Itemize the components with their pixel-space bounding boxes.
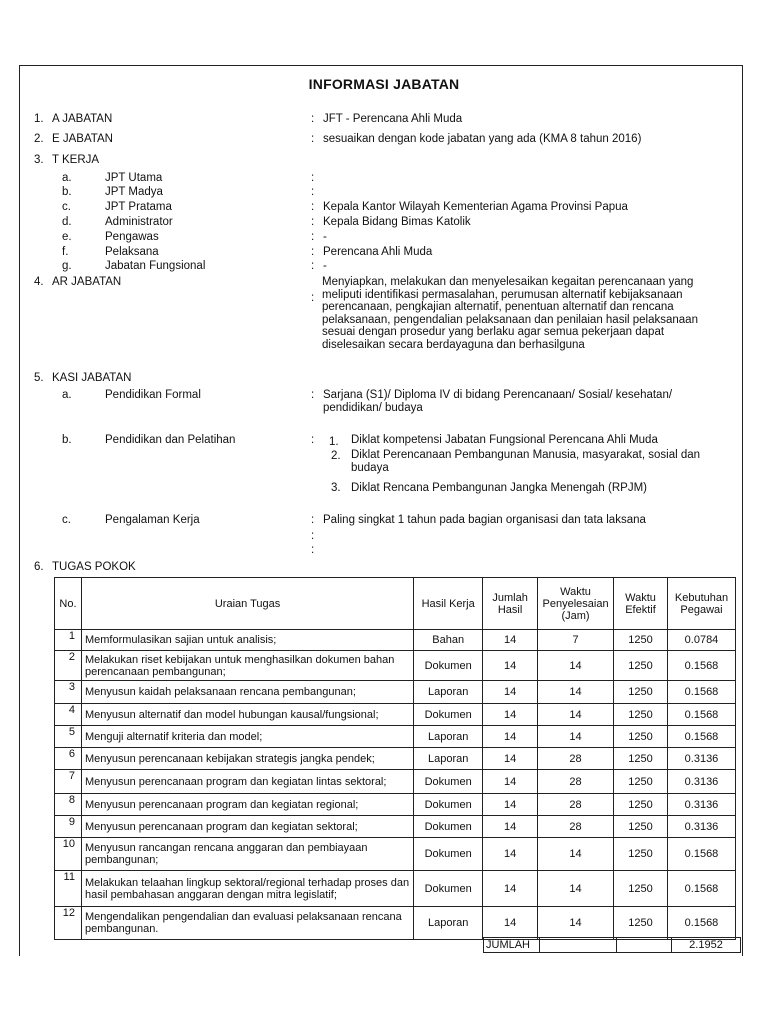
unit-item-colon: : [311,246,315,258]
summary-line: meliputi identifikasi permasalahan, perumusan alternatif kebijaksanaan [322,288,683,301]
cell-hasil: Dokumen [414,770,483,794]
qual-c-extra-colon: : [311,544,315,556]
training-number: 1. [329,436,339,448]
cell-no: 11 [55,871,82,907]
qual-a-line: Sarjana (S1)/ Diploma IV di bidang Perencanaan/ Sosial/ kesehatan/ [323,389,673,401]
cell-uraian: Menyusun perencanaan program dan kegiatan lintas sektoral; [81,770,413,794]
unit-item-label: Pelaksana [105,246,159,258]
cell-efektif: 1250 [614,838,668,871]
cell-efektif: 1250 [614,651,668,681]
qual-a-value [323,389,672,415]
table-row [55,838,736,871]
cell-hasil: Dokumen [414,794,483,816]
cell-no: 2 [55,651,82,681]
cell-no: 9 [55,816,82,838]
table-row [55,816,736,838]
qual-a-letter: a. [62,389,72,401]
table-row [55,794,736,816]
cell-efektif: 1250 [614,907,668,940]
header-hasil: Hasil Kerja [414,578,483,630]
task-table [54,577,736,940]
page-title: INFORMASI JABATAN [308,76,460,92]
table-row [55,907,736,940]
unit-item-value: Perencana Ahli Muda [323,246,433,258]
training-text [351,449,700,475]
cell-waktu: 14 [538,726,614,748]
unit-item-colon: : [311,172,315,184]
cell-jumlah: 14 [483,871,538,907]
cell-uraian: Menyusun kaidah pelaksanaan rencana pembangunan; [81,681,413,704]
unit-item-letter: a. [62,172,72,184]
qual-a-colon: : [311,389,315,401]
table-row [55,748,736,770]
cell-uraian: Menyusun perencanaan program dan kegiatan regional; [81,794,413,816]
unit-item-letter: f. [62,246,69,258]
unit-item-colon: : [311,186,315,198]
cell-efektif: 1250 [614,816,668,838]
cell-uraian: Menguji alternatif kriteria dan model; [81,726,413,748]
qual-c-letter: c. [62,514,71,526]
unit-item-letter: b. [62,186,72,198]
section-1-value: JFT - Perencana Ahli Muda [323,113,463,125]
qual-a-label: Pendidikan Formal [105,389,201,401]
qual-a-line: pendidikan/ budaya [323,402,423,414]
cell-hasil: Bahan [414,630,483,651]
cell-kebutuhan: 0.1568 [667,681,735,704]
section-4-label: AR JABATAN [52,276,122,288]
cell-hasil: Laporan [414,726,483,748]
header-jumlah: Jumlah Hasil [483,578,538,630]
summary-line: pelaksanaan, pengendalian pelaksanaan dan penilaian hasil pelaksanaan [322,313,698,326]
cell-jumlah: 14 [483,907,538,940]
cell-hasil: Dokumen [414,838,483,871]
training-number: 2. [331,450,341,462]
cell-kebutuhan: 0.3136 [667,748,735,770]
unit-item-colon: : [311,260,315,272]
cell-hasil: Laporan [414,748,483,770]
cell-waktu: 14 [538,838,614,871]
qual-c-label: Pengalaman Kerja [105,514,200,526]
summary-line: diselesaikan secara berdayaguna dan berhasilguna [322,338,585,351]
cell-uraian: Memformulasikan sajian untuk analisis; [81,630,413,651]
unit-item-colon: : [311,216,315,228]
training-line: budaya [351,462,389,474]
cell-efektif: 1250 [614,630,668,651]
table-row [55,630,736,651]
cell-kebutuhan: 0.1568 [667,871,735,907]
cell-no: 12 [55,907,82,940]
training-number: 3. [331,482,341,494]
cell-kebutuhan: 0.3136 [667,770,735,794]
table-row [55,704,736,726]
cell-jumlah: 14 [483,630,538,651]
unit-item-label: JPT Utama [105,172,163,184]
qual-c-extra-colon: : [311,530,315,542]
cell-uraian: Menyusun rancangan rencana anggaran dan pembiayaan pembangunan; [81,838,413,871]
table-row [55,681,736,704]
cell-waktu: 14 [538,681,614,704]
cell-jumlah: 14 [483,838,538,871]
section-2-number: 2. [34,133,44,145]
unit-item-label: Pengawas [105,231,159,243]
cell-waktu: 14 [538,704,614,726]
cell-efektif: 1250 [614,748,668,770]
cell-hasil: Dokumen [414,651,483,681]
section-3-label: T KERJA [52,154,100,166]
cell-waktu: 28 [538,770,614,794]
section-1-number: 1. [34,113,44,125]
cell-jumlah: 14 [483,681,538,704]
header-efektif: Waktu Efektif [614,578,668,630]
section-5-label: KASI JABATAN [52,372,132,384]
training-text: Diklat Rencana Pembangunan Jangka Menengah (RPJM) [351,482,647,494]
cell-waktu: 28 [538,816,614,838]
table-header-row [55,578,736,630]
cell-hasil: Dokumen [414,816,483,838]
cell-jumlah: 14 [483,704,538,726]
section-4-summary [322,276,698,352]
unit-item-value: Kepala Bidang Bimas Katolik [323,216,471,228]
cell-kebutuhan: 0.3136 [667,816,735,838]
summary-line: sesuai dengan prosedur yang berlaku agar semua pekerjaan dapat [322,326,665,339]
unit-item-colon: : [311,201,315,213]
cell-kebutuhan: 0.1568 [667,651,735,681]
cell-efektif: 1250 [614,704,668,726]
cell-uraian: Melakukan telaahan lingkup sektoral/regional terhadap proses dan hasil pembahasan anggaran dengan mitra legislatif; [81,871,413,907]
cell-waktu: 14 [538,651,614,681]
qual-c-value: Paling singkat 1 tahun pada bagian organisasi dan tata laksana [323,514,646,526]
table-row [55,770,736,794]
cell-jumlah: 14 [483,726,538,748]
cell-no: 10 [55,838,82,871]
unit-item-value: - [323,260,327,272]
cell-hasil: Dokumen [414,704,483,726]
cell-no: 3 [55,681,82,704]
section-3-number: 3. [34,154,44,166]
table-row [55,726,736,748]
unit-item-letter: c. [62,201,71,213]
unit-item-value: - [323,231,327,243]
cell-waktu: 7 [538,630,614,651]
section-2-label: E JABATAN [52,133,113,145]
unit-item-colon: : [311,231,315,243]
training-text: Diklat kompetensi Jabatan Fungsional Perencana Ahli Muda [351,434,658,446]
unit-item-label: Jabatan Fungsional [105,260,206,272]
unit-item-label: JPT Madya [105,186,163,198]
cell-waktu: 14 [538,871,614,907]
cell-efektif: 1250 [614,726,668,748]
unit-item-label: Administrator [105,216,173,228]
cell-jumlah: 14 [483,651,538,681]
cell-jumlah: 14 [483,816,538,838]
cell-jumlah: 14 [483,794,538,816]
summary-line: perencanaan, pengkajian alternatif, penentuan alternatif dan rencana [322,301,674,314]
cell-waktu: 14 [538,907,614,940]
section-6-label: TUGAS POKOK [52,561,136,573]
cell-jumlah: 14 [483,748,538,770]
section-6-number: 6. [34,561,44,573]
qual-b-letter: b. [62,434,72,446]
unit-item-letter: e. [62,231,72,243]
cell-efektif: 1250 [614,681,668,704]
total-label: JUMLAH [484,938,540,953]
cell-kebutuhan: 0.0784 [667,630,735,651]
total-empty-2 [617,938,672,953]
unit-item-label: JPT Pratama [105,201,172,213]
cell-efektif: 1250 [614,871,668,907]
cell-uraian: Mengendalikan pengendalian dan evaluasi pelaksanaan rencana pembangunan. [81,907,413,940]
task-table-body [55,630,736,940]
section-1-label: A JABATAN [52,113,113,125]
cell-jumlah: 14 [483,770,538,794]
unit-item-value: Kepala Kantor Wilayah Kementerian Agama Provinsi Papua [323,201,628,213]
summary-line: Menyiapkan, melakukan dan menyelesaikan kegaitan perencanaan yang [322,276,694,288]
cell-efektif: 1250 [614,794,668,816]
cell-kebutuhan: 0.1568 [667,838,735,871]
cell-hasil: Dokumen [414,871,483,907]
cell-waktu: 28 [538,748,614,770]
cell-hasil: Laporan [414,907,483,940]
header-kebutuhan: Kebutuhan Pegawai [667,578,735,630]
cell-no: 5 [55,726,82,748]
total-empty-1 [540,938,617,953]
cell-kebutuhan: 0.1568 [667,726,735,748]
section-2-value: sesuaikan dengan kode jabatan yang ada (KMA 8 tahun 2016) [323,133,642,145]
unit-item-letter: d. [62,216,72,228]
section-4-number: 4. [34,276,44,288]
qual-b-colon: : [311,434,315,446]
cell-efektif: 1250 [614,770,668,794]
cell-hasil: Laporan [414,681,483,704]
training-line: Diklat Perencanaan Pembangunan Manusia, masyarakat, sosial dan [351,449,701,461]
cell-uraian: Menyusun alternatif dan model hubungan kausal/fungsional; [81,704,413,726]
unit-item-letter: g. [62,260,72,272]
table-row [55,651,736,681]
cell-kebutuhan: 0.1568 [667,907,735,940]
cell-no: 6 [55,748,82,770]
cell-uraian: Melakukan riset kebijakan untuk menghasilkan dokumen bahan perencanaan pembangunan; [81,651,413,681]
cell-kebutuhan: 0.3136 [667,794,735,816]
section-2-colon: : [311,133,315,145]
cell-no: 7 [55,770,82,794]
header-waktu: Waktu Penyelesaian (Jam) [538,578,614,630]
header-no: No. [55,578,82,630]
cell-uraian: Menyusun perencanaan kebijakan strategis jangka pendek; [81,748,413,770]
section-5-number: 5. [34,372,44,384]
cell-no: 4 [55,704,82,726]
qual-c-colon: : [311,514,315,526]
total-row [483,937,741,953]
cell-no: 8 [55,794,82,816]
section-1-colon: : [311,113,315,125]
cell-no: 1 [55,630,82,651]
section-4-colon: : [311,292,315,304]
total-value: 2.1952 [672,938,741,953]
cell-waktu: 28 [538,794,614,816]
qual-b-label: Pendidikan dan Pelatihan [105,434,236,446]
cell-kebutuhan: 0.1568 [667,704,735,726]
table-row [55,871,736,907]
cell-uraian: Menyusun perencanaan program dan kegiatan sektoral; [81,816,413,838]
header-uraian: Uraian Tugas [81,578,413,630]
